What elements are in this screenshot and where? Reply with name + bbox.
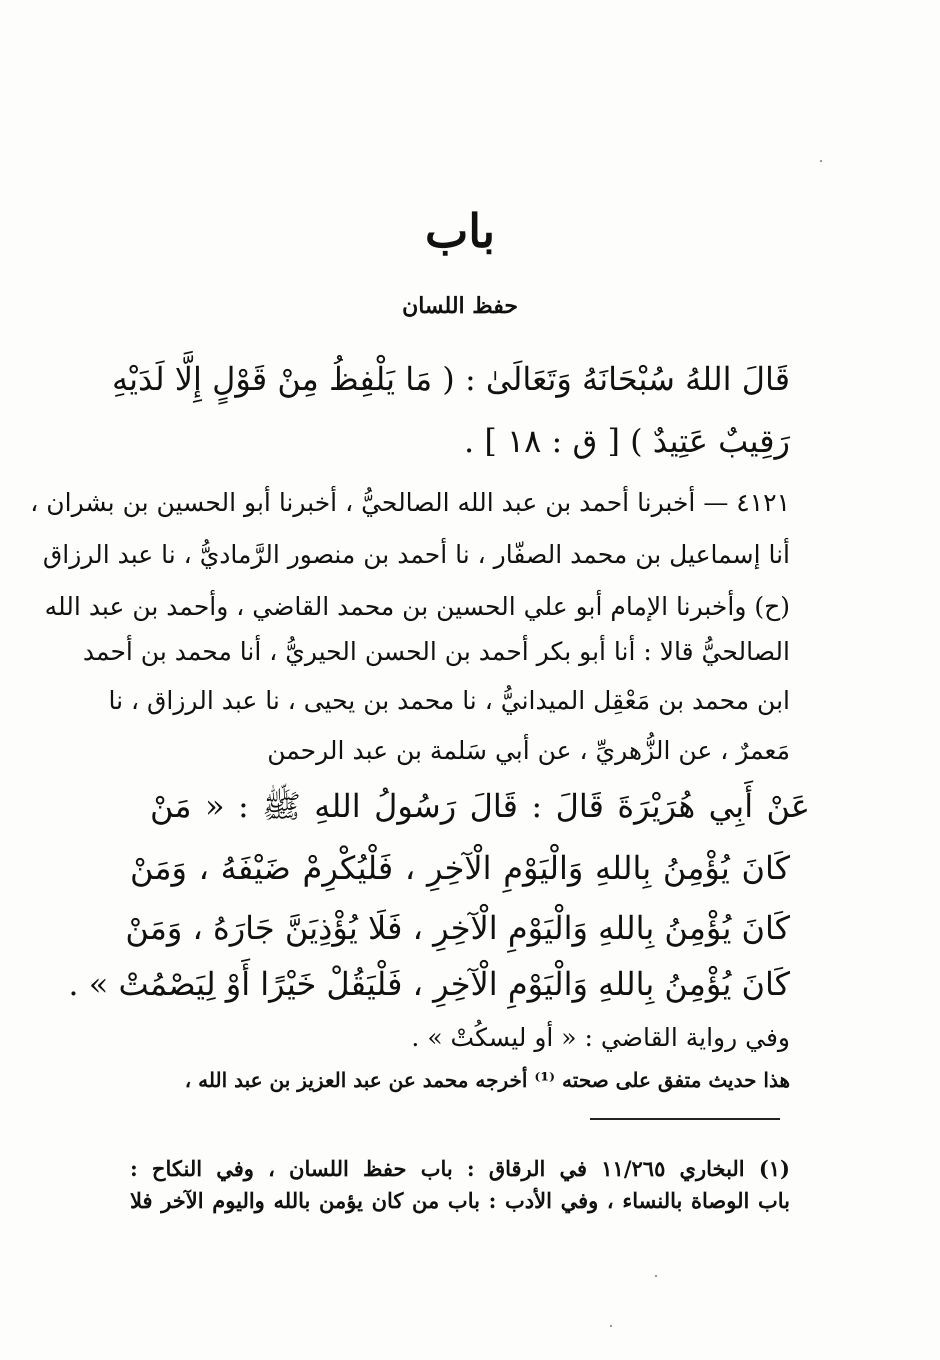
hadith-line-3: كَانَ يُؤْمِنُ بِاللهِ وَالْيَوْمِ الْآخِرِ ، فَلَا يُؤْذِيَنَّ جَارَهُ ، وَمَنْ [125, 909, 790, 947]
hadith-line-2: كَانَ يُؤْمِنُ بِاللهِ وَالْيَوْمِ الْآخِرِ ، فَلْيُكْرِمْ ضَيْفَهُ ، وَمَنْ [130, 849, 790, 887]
isnad-line-4: الصالحيُّ قالا : أنا أبو بكر أحمد بن الحسن الحيريُّ ، أنا محمد بن أحمد [82, 637, 790, 666]
paper-speck [610, 1325, 612, 1327]
authenticity-note: هذا حديث متفق على صحته ⁽¹⁾ أخرجه محمد عن عبد العزيز بن عبد الله ، [184, 1068, 790, 1092]
hadith-line-1: عَنْ أَبِي هُرَيْرَةَ قَالَ : قَالَ رَسُولُ اللهِ ﷺ : « مَنْ [150, 787, 810, 825]
narration-note: وفي رواية القاضي : « أو ليسكُتْ » . [411, 1023, 790, 1052]
paper-speck [820, 160, 822, 162]
paper-speck [655, 1275, 657, 1277]
footnote-line-2: باب الوصاة بالنساء ، وفي الأدب : باب من كان يؤمن بالله واليوم الآخر فلا [130, 1188, 790, 1213]
isnad-line-5: ابن محمد بن مَعْقِل الميدانيُّ ، نا محمد بن يحيى ، نا عبد الرزاق ، نا [108, 686, 790, 715]
chapter-subtitle: حفظ اللسان [402, 293, 518, 319]
quran-verse-line-1: قَالَ اللهُ سُبْحَانَهُ وَتَعَالَىٰ : ( مَا يَلْفِظُ مِنْ قَوْلٍ إِلَّا لَدَيْهِ [111, 360, 790, 398]
isnad-line-3: (ح) وأخبرنا الإمام أبو علي الحسين بن محمد القاضي ، وأحمد بن عبد الله [44, 592, 790, 621]
quran-verse-line-2: رَقِيبٌ عَتِيدٌ ) [ ق : ١٨ ] . [463, 422, 790, 460]
footnote-divider [590, 1118, 780, 1120]
footnote-line-1: (١) البخاري ١١/٢٦٥ في الرقاق : باب حفظ اللسان ، وفي النكاح : [130, 1156, 790, 1181]
chapter-title: باب [424, 204, 496, 258]
isnad-line-6: مَعمرٌ ، عن الزُّهريِّ ، عن أبي سَلمة بن عبد الرحمن [267, 736, 790, 765]
isnad-line-1: ٤١٢١ — أخبرنا أحمد بن عبد الله الصالحيُّ ، أخبرنا أبو الحسين بن بشران ، [30, 488, 790, 517]
hadith-line-4: كَانَ يُؤْمِنُ بِاللهِ وَالْيَوْمِ الْآخِرِ ، فَلْيَقُلْ خَيْرًا أَوْ لِيَصْمُتْ » . [68, 965, 790, 1003]
isnad-line-2: أنا إسماعيل بن محمد الصفّار ، نا أحمد بن منصور الرَّماديُّ ، نا عبد الرزاق [42, 540, 790, 569]
